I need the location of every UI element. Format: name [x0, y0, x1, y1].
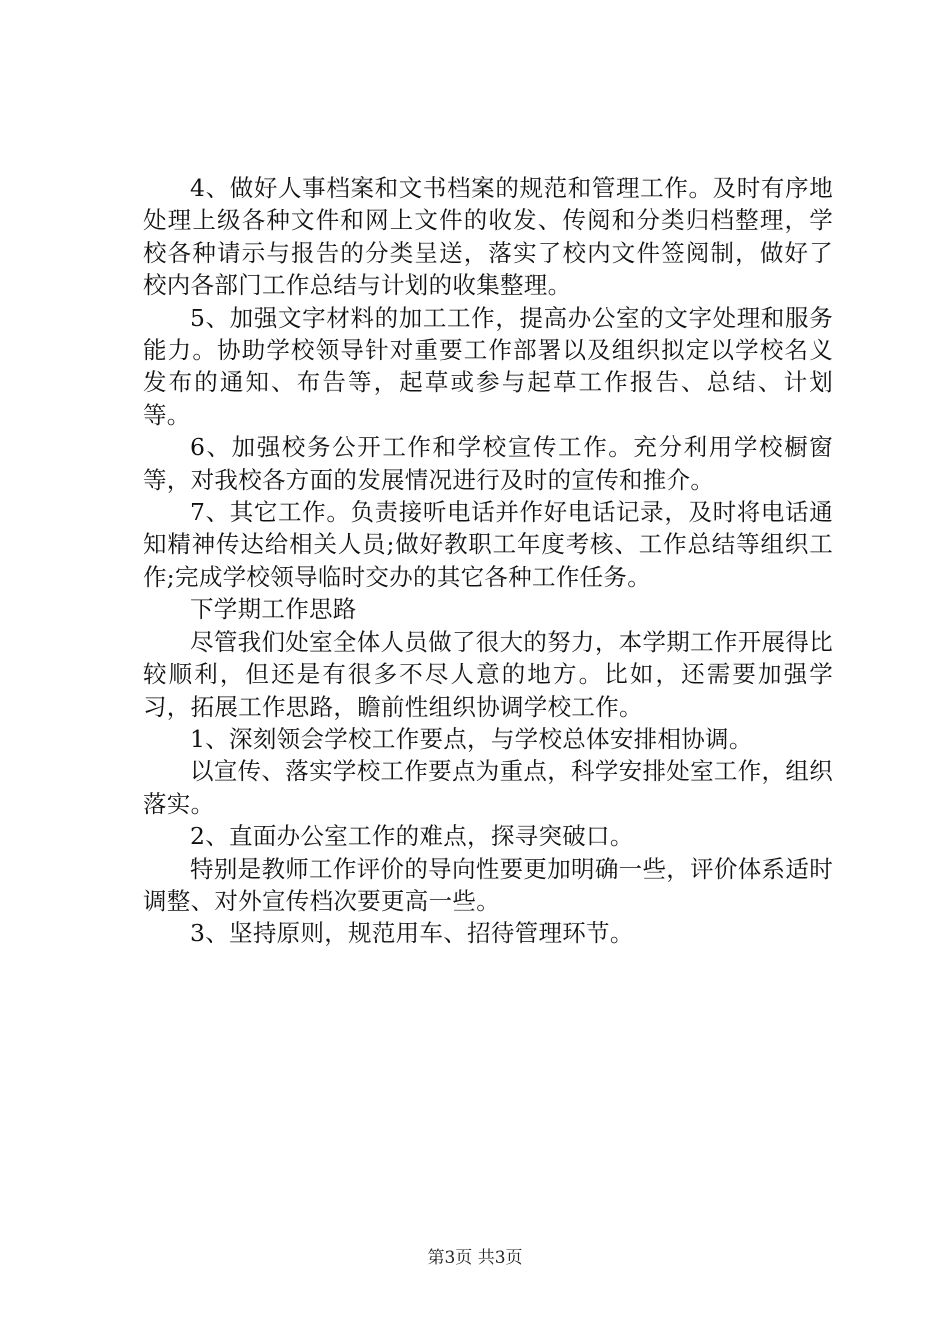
paragraph-item-6: 6、加强校务公开工作和学校宣传工作。充分利用学校橱窗等，对我校各方面的发展情况进行及时的宣传和推介。 — [143, 433, 833, 494]
section-heading: 下学期工作思路 — [190, 595, 357, 624]
plan-item-2: 2、直面办公室工作的难点，探寻突破口。 — [190, 822, 634, 851]
plan-item-1: 1、深刻领会学校工作要点，与学校总体安排相协调。 — [190, 724, 753, 753]
page-number-footer: 第3页 共3页 — [427, 1248, 523, 1268]
document-body — [143, 172, 833, 950]
plan-item-1-detail: 以宣传、落实学校工作要点为重点，科学安排处室工作，组织落实。 — [143, 757, 833, 818]
plan-item-3: 3、坚持原则，规范用车、招待管理环节。 — [190, 919, 634, 948]
paragraph-item-5: 5、加强文字材料的加工工作，提高办公室的文字处理和服务能力。协助学校领导针对重要工作部署以及组织拟定以学校名义发布的通知、布告等，起草或参与起草工作报告、总结、计划等。 — [143, 303, 833, 429]
paragraph-item-7: 7、其它工作。负责接听电话并作好电话记录，及时将电话通知精神传达给相关人员;做好教职工年度考核、工作总结等组织工作;完成学校领导临时交办的其它各种工作任务。 — [143, 498, 833, 591]
paragraph-item-4: 4、做好人事档案和文书档案的规范和管理工作。及时有序地处理上级各种文件和网上文件的收发、传阅和分类归档整理，学校各种请示与报告的分类呈送，落实了校内文件签阅制，做好了校内各部门工作总结与计划的收集整理。 — [143, 174, 833, 300]
paragraph-intro: 尽管我们处室全体人员做了很大的努力，本学期工作开展得比较顺利，但还是有很多不尽人意的地方。比如，还需要加强学习，拓展工作思路，瞻前性组织协调学校工作。 — [143, 627, 833, 721]
plan-item-2-detail: 特别是教师工作评价的导向性要更加明确一些，评价体系适时调整、对外宣传档次要更高一些。 — [143, 854, 833, 915]
